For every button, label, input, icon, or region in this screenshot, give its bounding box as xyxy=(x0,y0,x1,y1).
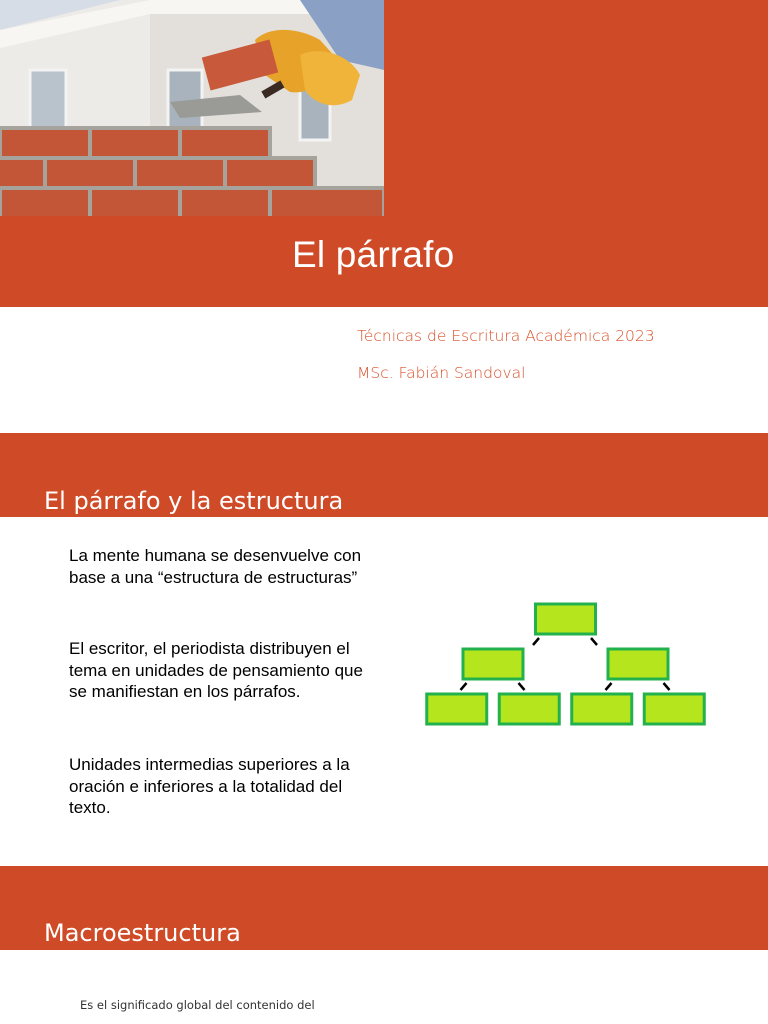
diagram-connector xyxy=(606,683,612,690)
section-title-structure: El párrafo y la estructura xyxy=(44,487,344,515)
diagram-connector xyxy=(461,683,467,690)
body-paragraph: El escritor, el periodista distribuyen el tema en unidades de pensamiento que se manifiestan en los párrafos. xyxy=(69,639,363,701)
diagram-box xyxy=(536,604,596,634)
page-title: El párrafo xyxy=(292,234,455,275)
macrostructure-text: Es el significado global del contenido del xyxy=(80,998,315,1012)
diagram-connector xyxy=(533,638,539,645)
body-paragraph: Unidades intermedias superiores a la oración e inferiores a la totalidad del texto. xyxy=(69,755,350,817)
course-subtitle: Técnicas de Escritura Académica 2023 xyxy=(357,327,655,345)
body-paragraph: La mente humana se desenvuelve con base a una “estructura de estructuras” xyxy=(69,546,362,587)
diagram-connector xyxy=(664,683,670,690)
diagram-box xyxy=(427,694,487,724)
diagram-connector xyxy=(519,683,525,690)
diagram-box xyxy=(572,694,632,724)
diagram-box xyxy=(463,649,523,679)
hierarchy-pyramid-diagram xyxy=(420,598,710,732)
diagram-box xyxy=(499,694,559,724)
section-title-macrostructure: Macroestructura xyxy=(44,919,241,947)
author-subtitle: MSc. Fabián Sandoval xyxy=(357,364,526,382)
header-accent-band xyxy=(384,0,768,216)
diagram-connector xyxy=(591,638,597,645)
diagram-box xyxy=(644,694,704,724)
diagram-box xyxy=(608,649,668,679)
brick-wall-illustration xyxy=(0,0,384,216)
hero-image-bricklaying xyxy=(0,0,384,216)
